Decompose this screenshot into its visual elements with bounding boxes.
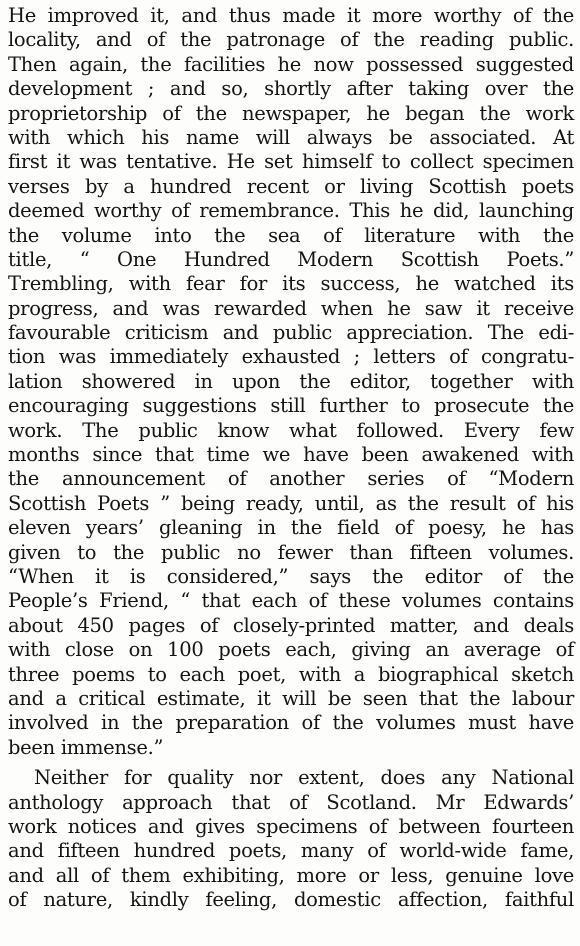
text-line: proprietorship of the newspaper, he began the work [8, 101, 574, 125]
text-line: months since that time we have been awakened with [8, 443, 574, 467]
text-line: work notices and gives specimens of between fourteen [8, 814, 574, 838]
paragraph-1 [8, 4, 574, 760]
text-line: development ; and so, shortly after taking over the [8, 77, 574, 101]
text-line: Scottish Poets ” being ready, until, as the result of his [8, 491, 574, 515]
text-line: encouraging suggestions still further to prosecute the [8, 394, 574, 418]
text-line: and fifteen hundred poets, many of world-wide fame, [8, 839, 574, 863]
text-line: People’s Friend, “ that each of these volumes contains [8, 589, 574, 613]
text-line: of nature, kindly feeling, domestic affection, faithful [8, 888, 574, 912]
text-line: work. The public know what followed. Every few [8, 418, 574, 442]
text-line: tion was immediately exhausted ; letters of congratu- [8, 345, 574, 369]
text-line: “When it is considered,” says the editor of the [8, 564, 574, 588]
text-line: eleven years’ gleaning in the field of poesy, he has [8, 516, 574, 540]
paragraph-2 [8, 766, 574, 912]
text-line: lation showered in upon the editor, together with [8, 369, 574, 393]
text-line: anthology approach that of Scotland. Mr Edwards’ [8, 790, 574, 814]
text-line: and all of them exhibiting, more or less, genuine love [8, 863, 574, 887]
article-column [8, 4, 574, 912]
text-line: deemed worthy of remembrance. This he did, launching [8, 199, 574, 223]
text-line: first it was tentative. He set himself to collect specimen [8, 150, 574, 174]
text-line: and a critical estimate, it will be seen that the labour [8, 686, 574, 710]
text-line: He improved it, and thus made it more worthy of the [8, 4, 574, 27]
text-line: progress, and was rewarded when he saw it receive [8, 296, 574, 320]
text-line: Trembling, with fear for its success, he watched its [8, 272, 574, 296]
text-line: title, “ One Hundred Modern Scottish Poets.” [8, 247, 574, 271]
text-line: about 450 pages of closely-printed matter, and deals [8, 613, 574, 637]
text-line: three poems to each poet, with a biographical sketch [8, 662, 574, 686]
text-line: been immense.” [8, 735, 164, 759]
text-line: Then again, the facilities he now possessed suggested [8, 52, 574, 76]
text-line: Neither for quality nor extent, does any National [34, 766, 574, 790]
text-line: involved in the preparation of the volumes must have [8, 711, 574, 735]
text-line: given to the public no fewer than fifteen volumes. [8, 540, 574, 564]
text-line: verses by a hundred recent or living Scottish poets [8, 174, 574, 198]
text-line: the announcement of another series of “Modern [8, 467, 574, 491]
text-line: with which his name will always be associated. At [8, 125, 574, 149]
text-line: favourable criticism and public appreciation. The edi- [8, 321, 574, 345]
text-line: with close on 100 poets each, giving an average of [8, 638, 574, 662]
text-line: locality, and of the patronage of the reading public. [8, 28, 574, 52]
text-line: the volume into the sea of literature with the [8, 223, 574, 247]
